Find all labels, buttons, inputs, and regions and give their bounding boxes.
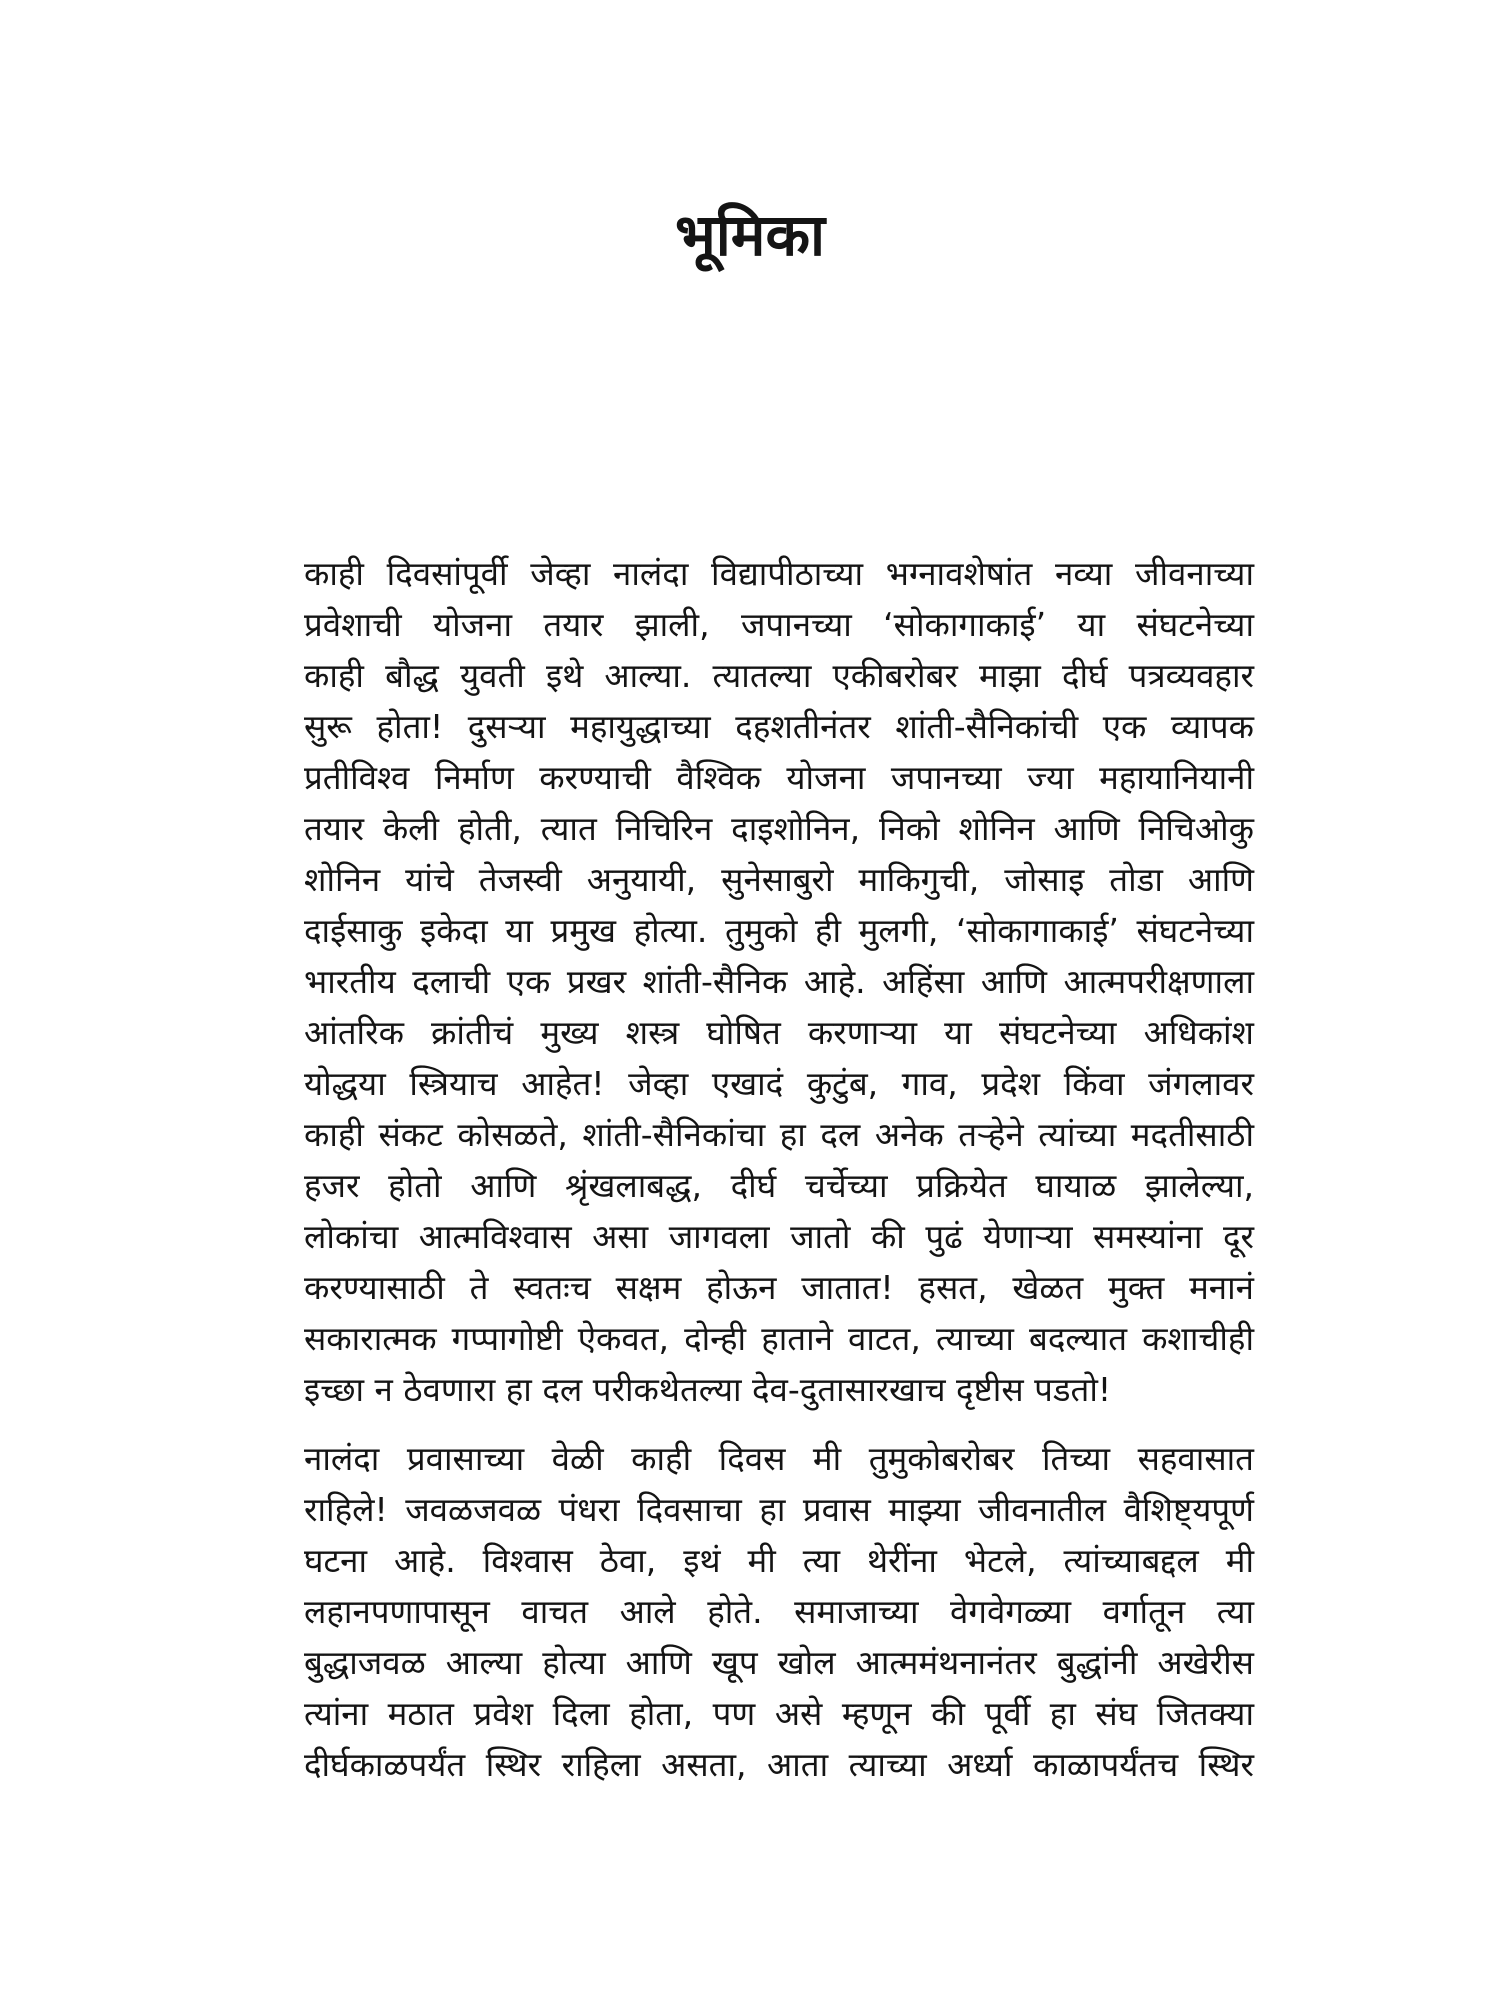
text-line: योद्धया स्त्रियाच आहेत! जेव्हा एखादं कुटुंब, गाव, प्रदेश किंवा जंगलावर <box>304 1064 1254 1103</box>
text-line: घटना आहे. विश्वास ठेवा, इथं मी त्या थेरींना भेटले, त्यांच्याबद्दल मी <box>304 1541 1254 1580</box>
text-line: प्रवेशाची योजना तयार झाली, जपानच्या ‘सोकागाकाई’ या संघटनेच्या <box>304 605 1254 644</box>
text-line: इच्छा न ठेवणारा हा दल परीकथेतल्या देव-दुतासारखाच दृष्टीस पडतो! <box>304 1370 1112 1409</box>
text-line: त्यांना मठात प्रवेश दिला होता, पण असे म्हणून की पूर्वी हा संघ जितक्या <box>304 1694 1254 1733</box>
text-line: बुद्धाजवळ आल्या होत्या आणि खूप खोल आत्ममंथनानंतर बुद्धांनी अखेरीस <box>304 1643 1254 1682</box>
paragraph-2 <box>246 1433 1254 1790</box>
text-line: काही बौद्ध युवती इथे आल्या. त्यातल्या एकीबरोबर माझा दीर्घ पत्रव्यवहार <box>304 656 1254 695</box>
text-line: लोकांचा आत्मविश्वास असा जागवला जातो की पुढं येणाऱ्या समस्यांना दूर <box>304 1217 1254 1256</box>
text-line: लहानपणापासून वाचत आले होते. समाजाच्या वेगवेगळ्या वर्गातून त्या <box>304 1592 1254 1631</box>
text-line: प्रतीविश्व निर्माण करण्याची वैश्विक योजना जपानच्या ज्या महायानियानी <box>304 758 1254 797</box>
text-line: तयार केली होती, त्यात निचिरिन दाइशोनिन, निको शोनिन आणि निचिओकु <box>304 809 1254 848</box>
text-line: नालंदा प्रवासाच्या वेळी काही दिवस मी तुमुकोबरोबर तिच्या सहवासात <box>304 1439 1254 1478</box>
text-line: करण्यासाठी ते स्वतःच सक्षम होऊन जातात! हसत, खेळत मुक्त मनानं <box>304 1268 1254 1307</box>
body-text <box>246 548 1254 1790</box>
paragraph-1 <box>246 548 1254 1415</box>
text-line: राहिले! जवळजवळ पंधरा दिवसाचा हा प्रवास माझ्या जीवनातील वैशिष्ट्यपूर्ण <box>304 1490 1254 1529</box>
text-line: आंतरिक क्रांतीचं मुख्य शस्त्र घोषित करणाऱ्या या संघटनेच्या अधिकांश <box>304 1013 1254 1052</box>
page-title: भूमिका <box>674 201 826 269</box>
text-line: दीर्घकाळपर्यंत स्थिर राहिला असता, आता त्याच्या अर्ध्या काळापर्यंतच स्थिर <box>304 1745 1254 1784</box>
text-line: हजर होतो आणि श्रृंखलाबद्ध, दीर्घ चर्चेच्या प्रक्रियेत घायाळ झालेल्या, <box>304 1166 1254 1205</box>
text-line: सकारात्मक गप्पागोष्टी ऐकवत, दोन्ही हाताने वाटत, त्याच्या बदल्यात कशाचीही <box>304 1319 1254 1358</box>
text-line: काही संकट कोसळते, शांती-सैनिकांचा हा दल अनेक तऱ्हेने त्यांच्या मदतीसाठी <box>304 1115 1254 1154</box>
text-line: सुरू होता! दुसऱ्या महायुद्धाच्या दहशतीनंतर शांती-सैनिकांची एक व्यापक <box>304 707 1254 746</box>
text-line: भारतीय दलाची एक प्रखर शांती-सैनिक आहे. अहिंसा आणि आत्मपरीक्षणाला <box>304 962 1254 1001</box>
text-line: दाईसाकु इकेदा या प्रमुख होत्या. तुमुको ही मुलगी, ‘सोकागाकाई’ संघटनेच्या <box>304 911 1254 950</box>
text-line: शोनिन यांचे तेजस्वी अनुयायी, सुनेसाबुरो माकिगुची, जोसाइ तोडा आणि <box>304 860 1254 899</box>
text-line: काही दिवसांपूर्वी जेव्हा नालंदा विद्यापीठाच्या भग्नावशेषांत नव्या जीवनाच्या <box>304 554 1254 593</box>
